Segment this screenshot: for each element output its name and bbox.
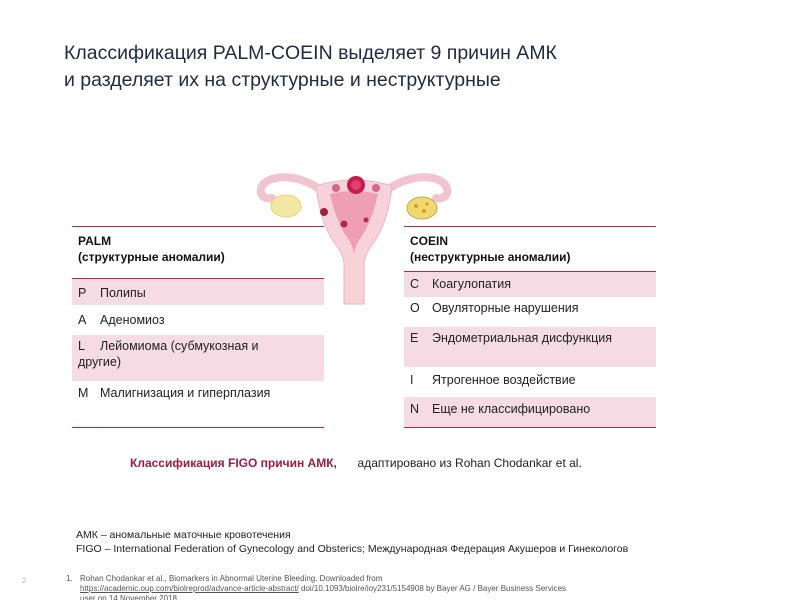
palm-row-a xyxy=(72,309,324,331)
coein-row-text: Коагулопатия xyxy=(432,277,512,291)
reference-line-2: doi/10.1093/biolre/ioy231/5154908 by Bayer AG / Bayer Business Services xyxy=(298,584,567,593)
reference-number: 1. xyxy=(66,574,73,583)
coein-row-c xyxy=(404,271,656,297)
coein-row-text: Овуляторные нарушения xyxy=(432,301,579,315)
reference-line-3: user on 14 November 2018 xyxy=(80,594,177,600)
palm-row-letter: A xyxy=(78,313,87,327)
palm-row-letter: L xyxy=(78,339,85,353)
abbreviations xyxy=(76,528,628,556)
palm-heading-subtitle: (структурные аномалии) xyxy=(78,250,225,264)
coein-heading-subtitle: (неструктурные аномалии) xyxy=(410,250,571,264)
palm-row-letter: P xyxy=(78,286,87,300)
title-line-1: Классификация PALM-COEIN выделяет 9 причин АМК xyxy=(64,42,557,64)
palm-row-text: Лейомиома (субмукозная и xyxy=(100,339,259,353)
reference-link[interactable]: https://academic.oup.com/biolreprod/advance-article-abstract/ xyxy=(80,584,299,593)
palm-row-text-cont: другие) xyxy=(78,355,122,369)
reference xyxy=(66,574,706,600)
palm-heading-title: PALM xyxy=(78,234,112,248)
slide-title xyxy=(64,40,754,94)
coein-heading-title: COEIN xyxy=(410,234,449,248)
palm-row-text: Полипы xyxy=(100,286,146,300)
coein-row-letter: C xyxy=(410,277,420,291)
coein-row-text: Эндометриальная дисфункция xyxy=(432,331,612,345)
coein-row-letter: I xyxy=(410,373,414,387)
coein-row-letter: N xyxy=(410,402,420,416)
abbreviation-amk: АМК – аномальные маточные кровотечения xyxy=(76,529,291,541)
title-line-2: и разделяет их на структурные и неструктурные xyxy=(64,69,501,91)
palm-row-l xyxy=(72,335,324,381)
reference-line-1: Rohan Chodankar et al., Biomarkers in Abnormal Uterine Bleeding. Downloaded from xyxy=(80,574,383,583)
palm-row-text: Малигнизация и гиперплазия xyxy=(100,386,271,400)
coein-row-n xyxy=(404,397,656,427)
figure-caption xyxy=(130,456,582,470)
palm-row-text: Аденомиоз xyxy=(100,313,165,327)
palm-row-m xyxy=(72,383,324,405)
coein-row-text: Еще не классифицировано xyxy=(432,402,591,416)
palm-row-letter: M xyxy=(78,386,89,400)
page-number: 2 xyxy=(22,578,26,585)
palm-row-p xyxy=(72,278,324,305)
coein-row-letter: E xyxy=(410,331,419,345)
coein-heading xyxy=(410,233,571,265)
coein-row-i xyxy=(404,369,656,395)
coein-row-letter: O xyxy=(410,301,420,315)
coein-panel xyxy=(404,226,656,428)
caption-bold: Классификация FIGO причин АМК, xyxy=(130,456,337,470)
coein-row-e xyxy=(404,327,656,367)
caption-source: адаптировано из Rohan Chodankar et al. xyxy=(357,456,582,470)
palm-panel xyxy=(72,226,324,428)
abbreviation-figo: FIGO – International Federation of Gynecology and Obsterics; Международная Федерация Акушеров и Гинекологов xyxy=(76,543,629,555)
coein-row-text: Ятрогенное воздействие xyxy=(432,373,576,387)
palm-heading xyxy=(78,233,225,265)
coein-row-o xyxy=(404,299,656,325)
